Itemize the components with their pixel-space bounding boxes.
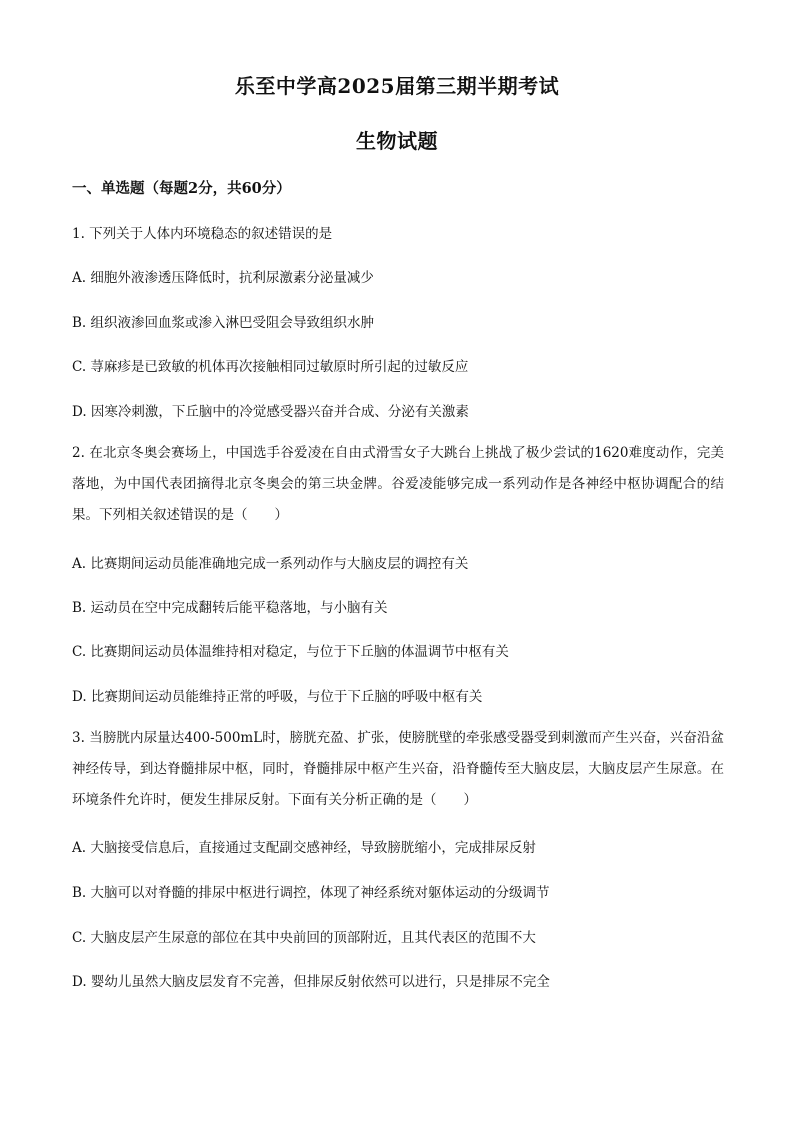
question-1-option-d: D. 因寒冷刺激，下丘脑中的冷觉感受器兴奋并合成、分泌有关激素 — [72, 404, 469, 420]
question-1-option-a: A. 细胞外液渗透压降低时，抗利尿激素分泌量减少 — [72, 270, 374, 286]
question-2-option-a: A. 比赛期间运动员能准确地完成一系列动作与大脑皮层的调控有关 — [72, 556, 469, 572]
question-3-option-d: D. 婴幼儿虽然大脑皮层发育不完善，但排尿反射依然可以进行，只是排尿不完全 — [72, 974, 550, 990]
question-2-option-d: D. 比赛期间运动员能维持正常的呼吸，与位于下丘脑的呼吸中枢有关 — [72, 689, 483, 705]
question-2-option-b: B. 运动员在空中完成翻转后能平稳落地，与小脑有关 — [72, 600, 388, 616]
question-1-stem: 1. 下列关于人体内环境稳态的叙述错误的是 — [72, 226, 333, 242]
question-2-option-c: C. 比赛期间运动员体温维持相对稳定，与位于下丘脑的体温调节中枢有关 — [72, 644, 509, 660]
question-2-stem: 2. 在北京冬奥会赛场上，中国选手谷爱凌在自由式滑雪女子大跳台上挑战了极少尝试的1620难度动作，完美落地，为中国代表团摘得北京冬奥会的第三块金牌。谷爱凌能够完成一系列动作是各神经中枢协调配合的结果。下列相关叙述错误的是（ ） — [72, 445, 724, 523]
exam-title: 乐至中学高2025届第三期半期考试 — [234, 74, 560, 98]
section-heading: 一、单选题（每题2分，共60分） — [72, 180, 291, 197]
question-1-option-b: B. 组织液渗回血浆或渗入淋巴受阻会导致组织水肿 — [72, 315, 375, 331]
question-3-option-a: A. 大脑接受信息后，直接通过支配副交感神经，导致膀胱缩小，完成排尿反射 — [72, 840, 536, 856]
question-1-option-c: C. 荨麻疹是已致敏的机体再次接触相同过敏原时所引起的过敏反应 — [72, 359, 469, 375]
question-3-option-c: C. 大脑皮层产生尿意的部位在其中央前回的顶部附近，且其代表区的范围不大 — [72, 930, 536, 946]
question-3-option-b: B. 大脑可以对脊髓的排尿中枢进行调控，体现了神经系统对躯体运动的分级调节 — [72, 885, 550, 901]
subject-title: 生物试题 — [356, 129, 438, 153]
question-3-stem: 3. 当膀胱内尿量达400-500mL时，膀胱充盈、扩张，使膀胱壁的牵张感受器受到刺激而产生兴奋，兴奋沿盆神经传导，到达脊髓排尿中枢，同时，脊髓排尿中枢产生兴奋，沿脊髓传至大脑皮层，大脑皮层产生尿意。在环境条件允许时，便发生排尿反射。下面有关分析正确的是（ ） — [72, 730, 724, 808]
